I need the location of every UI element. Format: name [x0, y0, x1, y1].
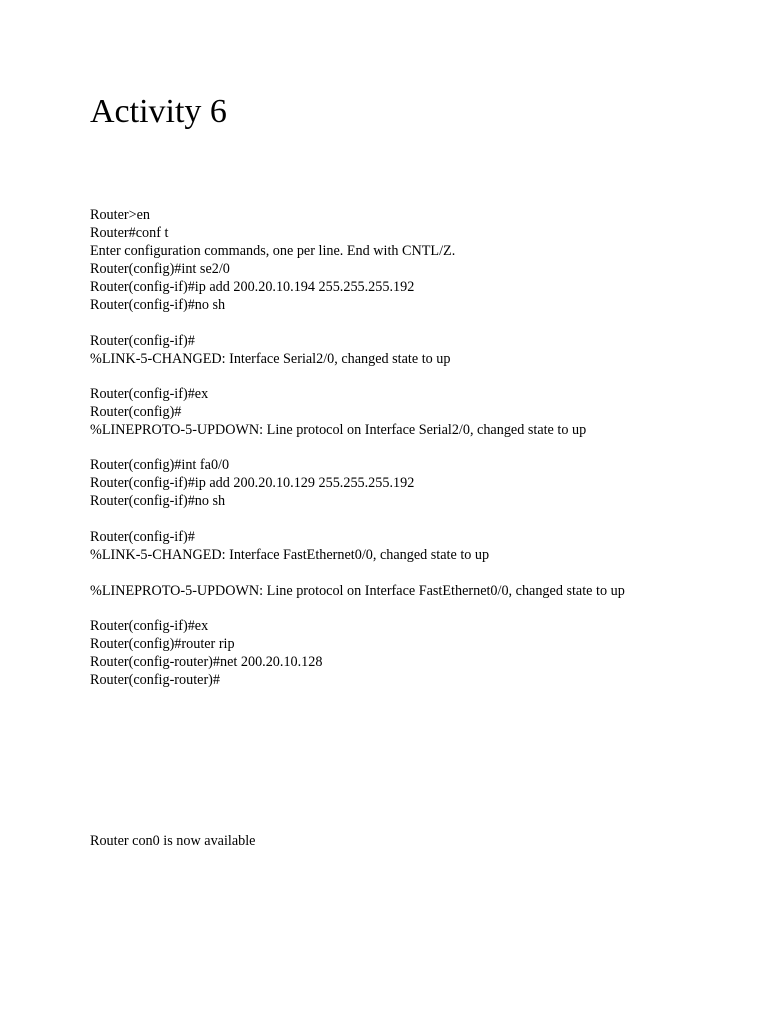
console-line: Enter configuration commands, one per line. End with CNTL/Z. [90, 243, 456, 259]
console-line: Router(config)#int fa0/0 [90, 457, 230, 473]
console-line: %LINK-5-CHANGED: Interface FastEthernet0/0, changed state to up [90, 547, 490, 563]
console-line: Router(config-router)#net 200.20.10.128 [90, 654, 323, 670]
console-line: Router(config)#int se2/0 [90, 261, 230, 277]
console-line: Router(config-if)#no sh [90, 297, 226, 313]
console-line: %LINEPROTO-5-UPDOWN: Line protocol on Interface FastEthernet0/0, changed state to up [90, 583, 625, 599]
console-line: %LINEPROTO-5-UPDOWN: Line protocol on Interface Serial2/0, changed state to up [90, 422, 587, 438]
console-line: Router(config-if)#ip add 200.20.10.129 255.255.255.192 [90, 475, 415, 491]
page-title: Activity 6 [90, 93, 227, 130]
console-line: Router(config)#router rip [90, 636, 235, 652]
console-line: Router(config-if)#ip add 200.20.10.194 255.255.255.192 [90, 279, 415, 295]
console-line: Router(config-if)# [90, 333, 195, 349]
console-line: Router(config)# [90, 404, 182, 420]
console-line: Router con0 is now available [90, 833, 256, 849]
console-line: Router(config-if)# [90, 529, 195, 545]
console-line: Router(config-if)#no sh [90, 493, 226, 509]
console-line: Router#conf t [90, 225, 169, 241]
console-line: %LINK-5-CHANGED: Interface Serial2/0, changed state to up [90, 351, 451, 367]
console-line: Router>en [90, 207, 151, 223]
console-line: Router(config-if)#ex [90, 618, 209, 634]
console-line: Router(config-if)#ex [90, 386, 209, 402]
console-line: Router(config-router)# [90, 672, 221, 688]
